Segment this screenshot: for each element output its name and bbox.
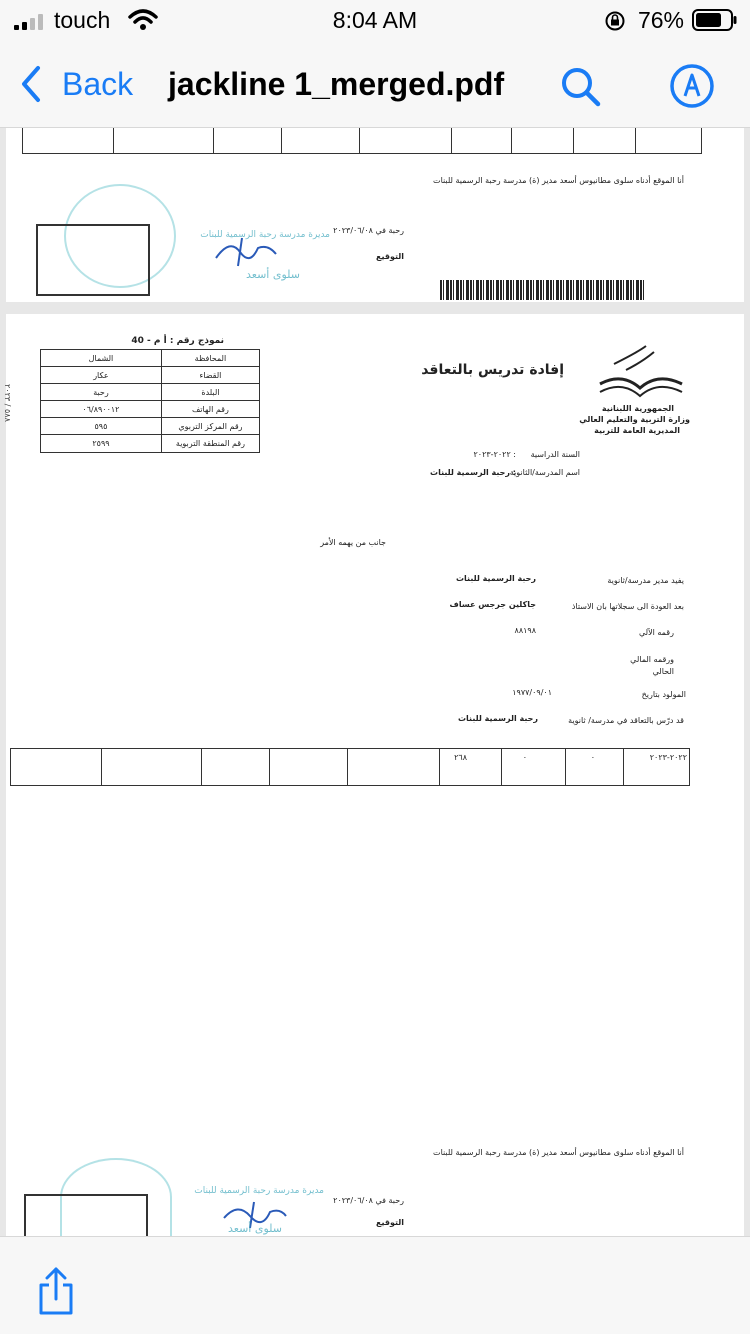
info-value: عكار	[41, 367, 162, 383]
signature-icon	[212, 234, 282, 270]
logo-line-1: الجمهورية اللبنانية	[601, 404, 674, 413]
taught-value: رحبة الرسمية للبنات	[458, 714, 538, 723]
info-table-row	[41, 401, 259, 418]
pdf-viewer[interactable]	[0, 128, 750, 1236]
para2-label: بعد العودة الى سجلاتها بان الاستاذ	[571, 602, 684, 611]
auto-number-label: رقمه الآلي	[638, 628, 674, 637]
barcode	[440, 280, 644, 300]
page2-stamp-box	[24, 1194, 148, 1236]
page1-stamp-text: مديرة مدرسة رحبة الرسمية للبنات	[200, 230, 330, 240]
info-value: ٥٩٥	[41, 418, 162, 434]
info-table-row	[41, 384, 259, 401]
school-label: اسم المدرسة/الثانوية	[509, 468, 580, 477]
page2-stamp-text: مديرة مدرسة رحبة الرسمية للبنات	[194, 1186, 324, 1196]
search-icon	[556, 62, 604, 110]
info-table-row	[41, 418, 259, 435]
para1-value: رحبة الرسمية للبنات	[456, 574, 536, 583]
table-cell: ٢٠٢٢-٢٠٢٣	[649, 753, 687, 762]
status-bar	[0, 0, 750, 40]
page2-date: رحبة في ٢٠٢٣/٠٦/٠٨	[333, 1196, 404, 1205]
year-label: السنة الدراسية	[530, 450, 580, 459]
info-table-row	[41, 367, 259, 384]
school-value: : رحبة الرسمية للبنات	[430, 468, 516, 477]
battery-percent: 76%	[637, 7, 684, 33]
info-value: ٢٥٩٩	[41, 435, 162, 452]
logo-line-2: وزارة التربية والتعليم العالي	[579, 415, 690, 424]
book-logo-icon	[594, 344, 688, 404]
pdf-page-2	[3, 314, 744, 1236]
to-whom-line: جانب من يهمه الأمر	[320, 538, 386, 547]
page2-signature-label: التوقيع	[376, 1218, 404, 1227]
info-table-row	[41, 435, 259, 452]
teaching-hours-table	[10, 748, 690, 786]
side-note: ٥٨٨ / ٢٠٢٣	[3, 384, 12, 422]
page1-signature-name: سلوى أسعد	[245, 268, 300, 281]
navigation-bar	[0, 40, 750, 128]
dob-label: المولود بتاريخ	[641, 690, 686, 699]
para1-label: يفيد مدير مدرسة/ثانوية	[607, 576, 684, 585]
logo-line-3: المديرية العامة للتربية	[594, 426, 680, 435]
table-cell: ٠	[590, 753, 595, 762]
para2-value: جاكلين جرجس عساف	[449, 600, 536, 609]
battery-icon	[692, 9, 738, 31]
clock: 8:04 AM	[332, 7, 418, 33]
info-value: رحبة	[41, 384, 162, 400]
markup-button[interactable]	[668, 62, 716, 110]
info-table-row	[41, 350, 259, 367]
page1-stamp-box	[36, 224, 150, 296]
share-icon	[36, 1267, 76, 1317]
document-title: jackline 1_merged.pdf	[168, 66, 505, 102]
info-label: المحافظة	[194, 354, 227, 363]
page1-table-row	[22, 128, 702, 154]
taught-label: قد درّس بالتعاقد في مدرسة/ ثانوية	[568, 716, 684, 725]
markup-pen-icon	[668, 62, 716, 110]
back-button[interactable]	[18, 64, 133, 104]
table-cell: ٢٦٨	[454, 753, 467, 762]
ministry-logo	[594, 344, 688, 404]
table-cell: ٠	[522, 753, 527, 762]
bottom-toolbar	[0, 1236, 750, 1334]
auto-number-value: ٨٨١٩٨	[514, 626, 536, 635]
page1-date: رحبة في ٢٠٢٣/٠٦/٠٨	[333, 226, 404, 235]
page1-signature-label: التوقيع	[376, 252, 404, 261]
info-value: ٠٦/٨٩٠٠١٢	[41, 401, 162, 417]
year-value: : ٢٠٢٢-٢٠٢٣	[473, 450, 516, 459]
search-button[interactable]	[556, 62, 604, 110]
info-label: البلدة	[201, 388, 220, 397]
info-label: القضاء	[199, 371, 222, 380]
page1-declaration: أنا الموقع أدناه سلوى مطانيوس أسعد مدير (ة) مدرسة رحبة الرسمية للبنات	[433, 176, 684, 185]
pdf-page-1	[6, 128, 744, 302]
info-value: الشمال	[41, 350, 162, 366]
info-label: رقم الهاتف	[192, 405, 229, 414]
document-heading: إفادة تدريس بالتعاقد	[421, 362, 564, 378]
info-label: رقم المركز التربوي	[178, 422, 243, 431]
carrier-name: touch	[54, 7, 111, 33]
info-table	[40, 349, 260, 453]
page2-signature-name: سلوى أسعد	[227, 1222, 282, 1235]
dob-value: ١٩٧٧/٠٩/٠١	[512, 688, 552, 697]
info-label: رقم المنطقة التربوية	[175, 439, 245, 448]
back-label: Back	[62, 65, 134, 102]
orientation-lock-icon	[604, 10, 626, 32]
chevron-left-icon	[18, 64, 44, 104]
footer-declaration: أنا الموقع أدناه سلوى مطانيوس أسعد مدير (ة) مدرسة رحبة الرسمية للبنات	[433, 1148, 684, 1157]
form-number: نموذج رقم : أ م - 40	[131, 336, 224, 346]
share-button[interactable]	[36, 1267, 76, 1317]
financial-number-label: ورقمه المالي الحالي	[630, 655, 674, 676]
